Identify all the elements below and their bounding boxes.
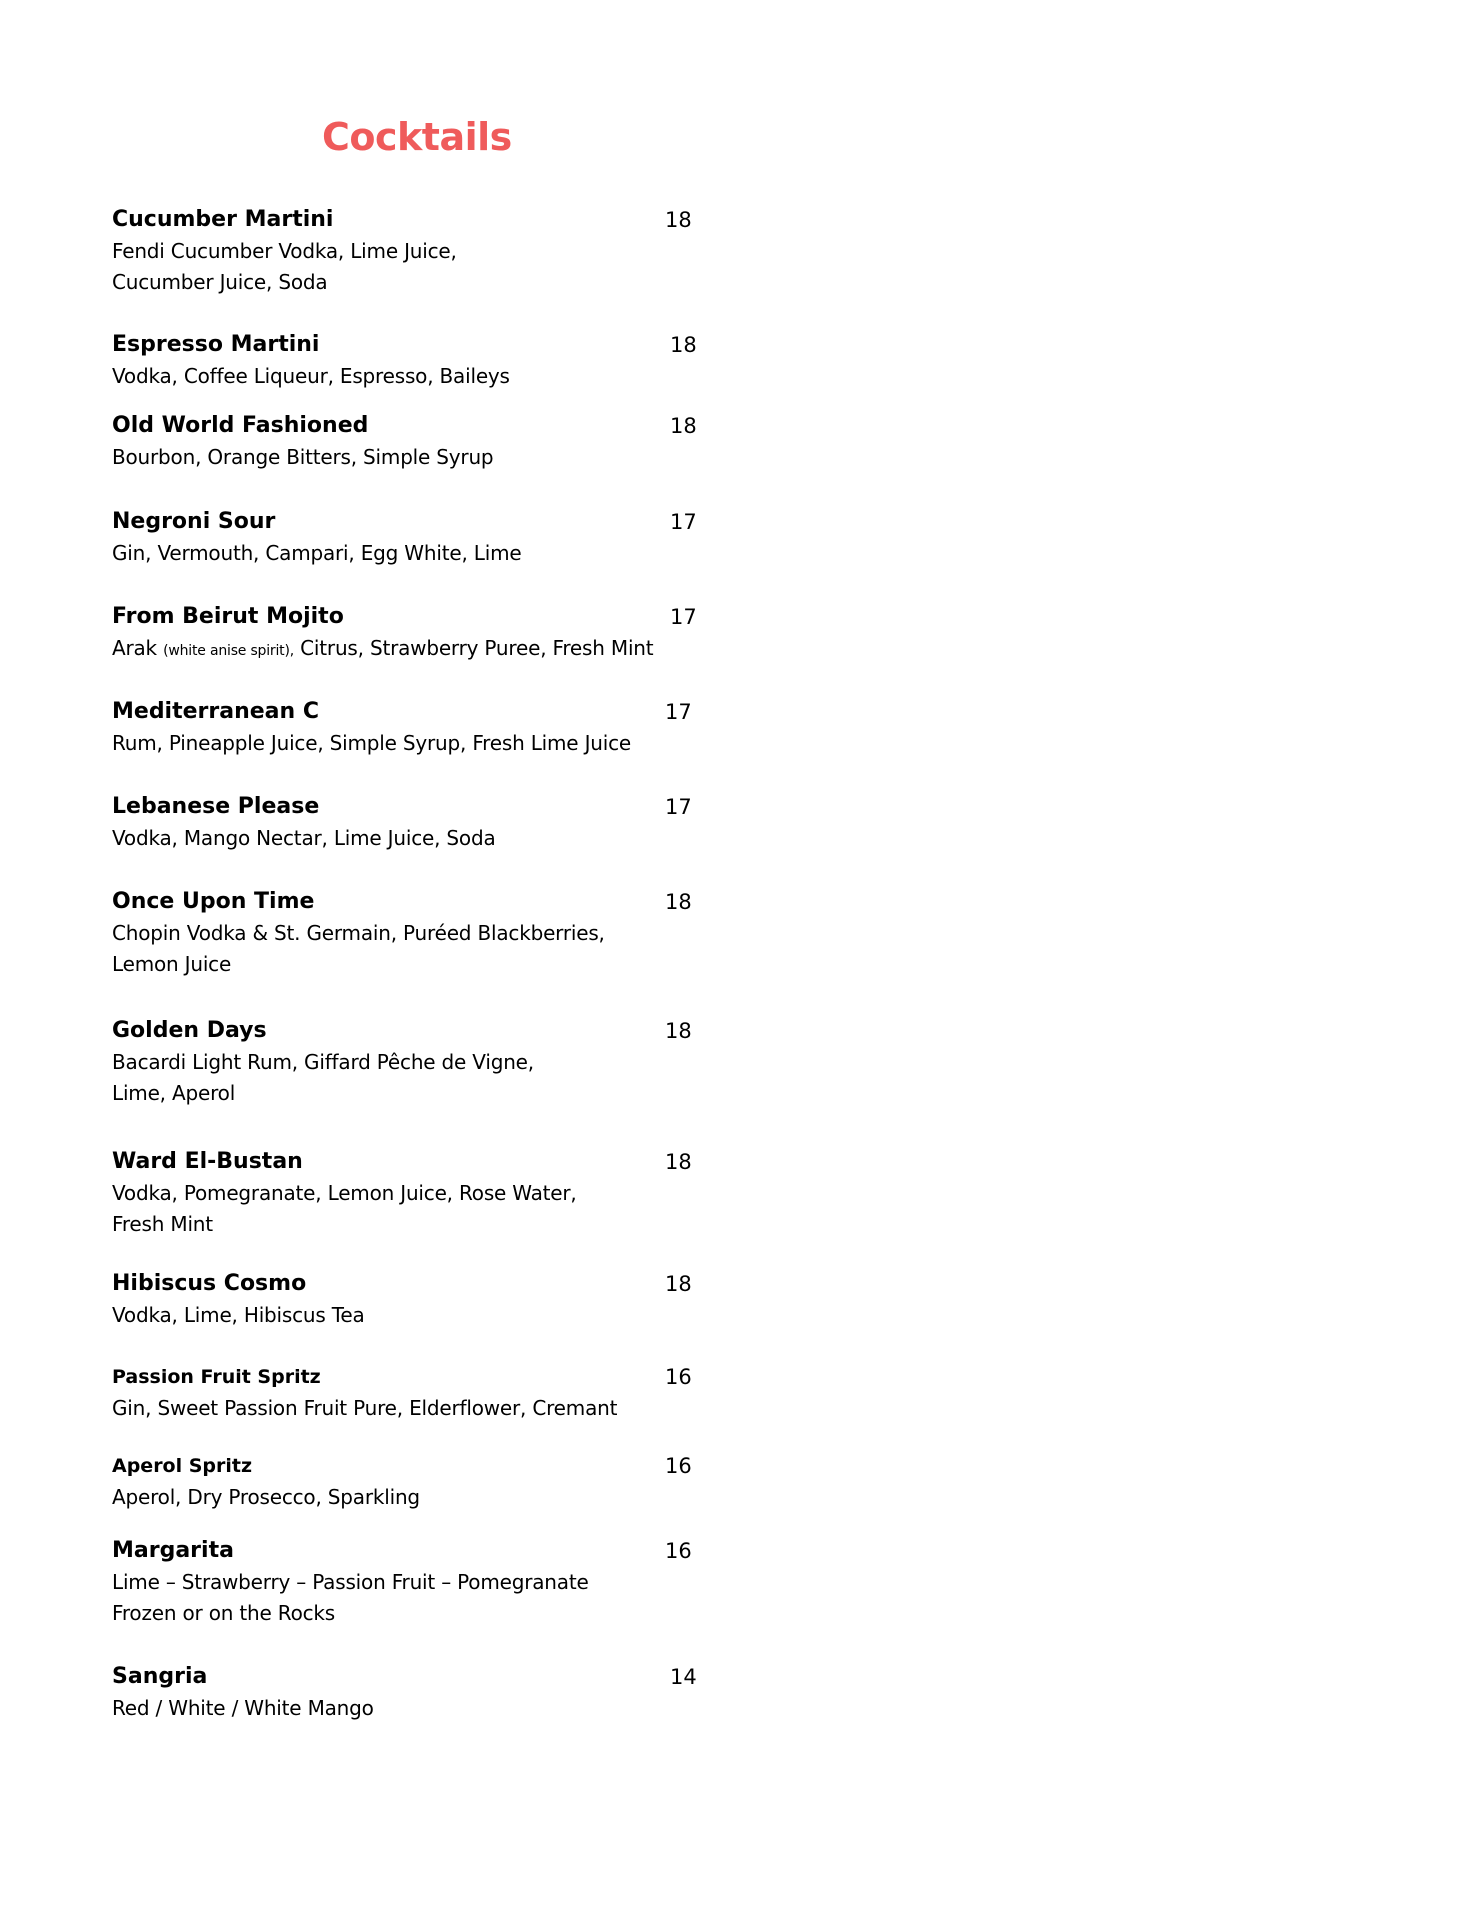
menu-item-hibiscus-cosmo	[112, 1268, 712, 1331]
item-price: 18	[665, 208, 692, 232]
item-description-start: Arak	[112, 636, 157, 660]
item-price: 18	[670, 414, 697, 438]
menu-item-margarita	[112, 1535, 712, 1629]
item-description-line-2: Lime, Aperol	[112, 1081, 236, 1105]
menu-item-old-world-fashioned	[112, 410, 712, 473]
item-price: 16	[665, 1454, 692, 1478]
item-price: 18	[670, 333, 697, 357]
menu-item-lebanese-please	[112, 791, 712, 854]
item-name: Once Upon Time	[112, 889, 315, 914]
menu-item-negroni-sour	[112, 506, 712, 569]
item-description: Lime – Strawberry – Passion Fruit – Pomegranate	[112, 1570, 589, 1594]
item-description: Gin, Vermouth, Campari, Egg White, Lime	[112, 541, 522, 565]
item-description-line-2: Lemon Juice	[112, 952, 232, 976]
menu-item-ward-el-bustan	[112, 1146, 712, 1240]
item-name: Hibiscus Cosmo	[112, 1271, 307, 1296]
item-price: 18	[665, 1272, 692, 1296]
menu-title: Cocktails	[322, 115, 512, 159]
item-name: Aperol Spritz	[112, 1455, 253, 1477]
menu-item-golden-days	[112, 1015, 712, 1109]
item-price: 18	[665, 1019, 692, 1043]
item-description: Aperol, Dry Prosecco, Sparkling	[112, 1485, 420, 1509]
item-name: Sangria	[112, 1664, 208, 1689]
item-description-end: Citrus, Strawberry Puree, Fresh Mint	[300, 636, 654, 660]
item-price: 17	[665, 700, 692, 724]
item-name: Lebanese Please	[112, 794, 320, 819]
item-price: 17	[665, 795, 692, 819]
item-name: Golden Days	[112, 1018, 267, 1043]
item-description: Fendi Cucumber Vodka, Lime Juice,	[112, 239, 457, 263]
item-description: Bacardi Light Rum, Giffard Pêche de Vigne,	[112, 1050, 534, 1074]
menu-item-passion-fruit-spritz	[112, 1361, 712, 1424]
menu-item-aperol-spritz	[112, 1450, 712, 1513]
item-description: Vodka, Pomegranate, Lemon Juice, Rose Water,	[112, 1181, 577, 1205]
item-description-line-2: Frozen or on the Rocks	[112, 1601, 336, 1625]
item-name: Margarita	[112, 1538, 234, 1563]
item-name: Old World Fashioned	[112, 413, 369, 438]
item-description: Red / White / White Mango	[112, 1696, 374, 1720]
item-price: 16	[665, 1539, 692, 1563]
item-price: 17	[670, 605, 697, 629]
item-description: Vodka, Mango Nectar, Lime Juice, Soda	[112, 826, 496, 850]
item-name: Cucumber Martini	[112, 207, 334, 232]
item-description: Bourbon, Orange Bitters, Simple Syrup	[112, 445, 494, 469]
item-description: Rum, Pineapple Juice, Simple Syrup, Fresh Lime Juice	[112, 731, 631, 755]
menu-item-espresso-martini	[112, 329, 712, 392]
item-description: Gin, Sweet Passion Fruit Pure, Elderflower, Cremant	[112, 1396, 618, 1420]
item-name: Negroni Sour	[112, 509, 276, 534]
item-price: 16	[665, 1365, 692, 1389]
item-price: 17	[670, 510, 697, 534]
menu-item-sangria	[112, 1661, 712, 1724]
item-description: Chopin Vodka & St. Germain, Puréed Blackberries,	[112, 921, 605, 945]
item-price: 14	[670, 1665, 697, 1689]
item-name: Ward El-Bustan	[112, 1149, 303, 1174]
item-description-line-2: Fresh Mint	[112, 1212, 213, 1236]
item-name: Mediterranean C	[112, 699, 319, 724]
menu-item-once-upon-time	[112, 886, 712, 980]
item-description-line-2: Cucumber Juice, Soda	[112, 270, 328, 294]
item-price: 18	[665, 1150, 692, 1174]
item-price: 18	[665, 890, 692, 914]
item-description: Vodka, Lime, Hibiscus Tea	[112, 1303, 365, 1327]
item-description	[112, 633, 712, 667]
menu-item-cucumber-martini	[112, 204, 712, 298]
item-name: Espresso Martini	[112, 332, 320, 357]
menu-item-from-beirut-mojito	[112, 601, 712, 667]
item-description-note: (white anise spirit),	[163, 643, 294, 659]
item-name: From Beirut Mojito	[112, 604, 344, 629]
item-description: Vodka, Coffee Liqueur, Espresso, Baileys	[112, 364, 510, 388]
item-name: Passion Fruit Spritz	[112, 1366, 321, 1388]
menu-item-mediterranean-c	[112, 696, 712, 759]
